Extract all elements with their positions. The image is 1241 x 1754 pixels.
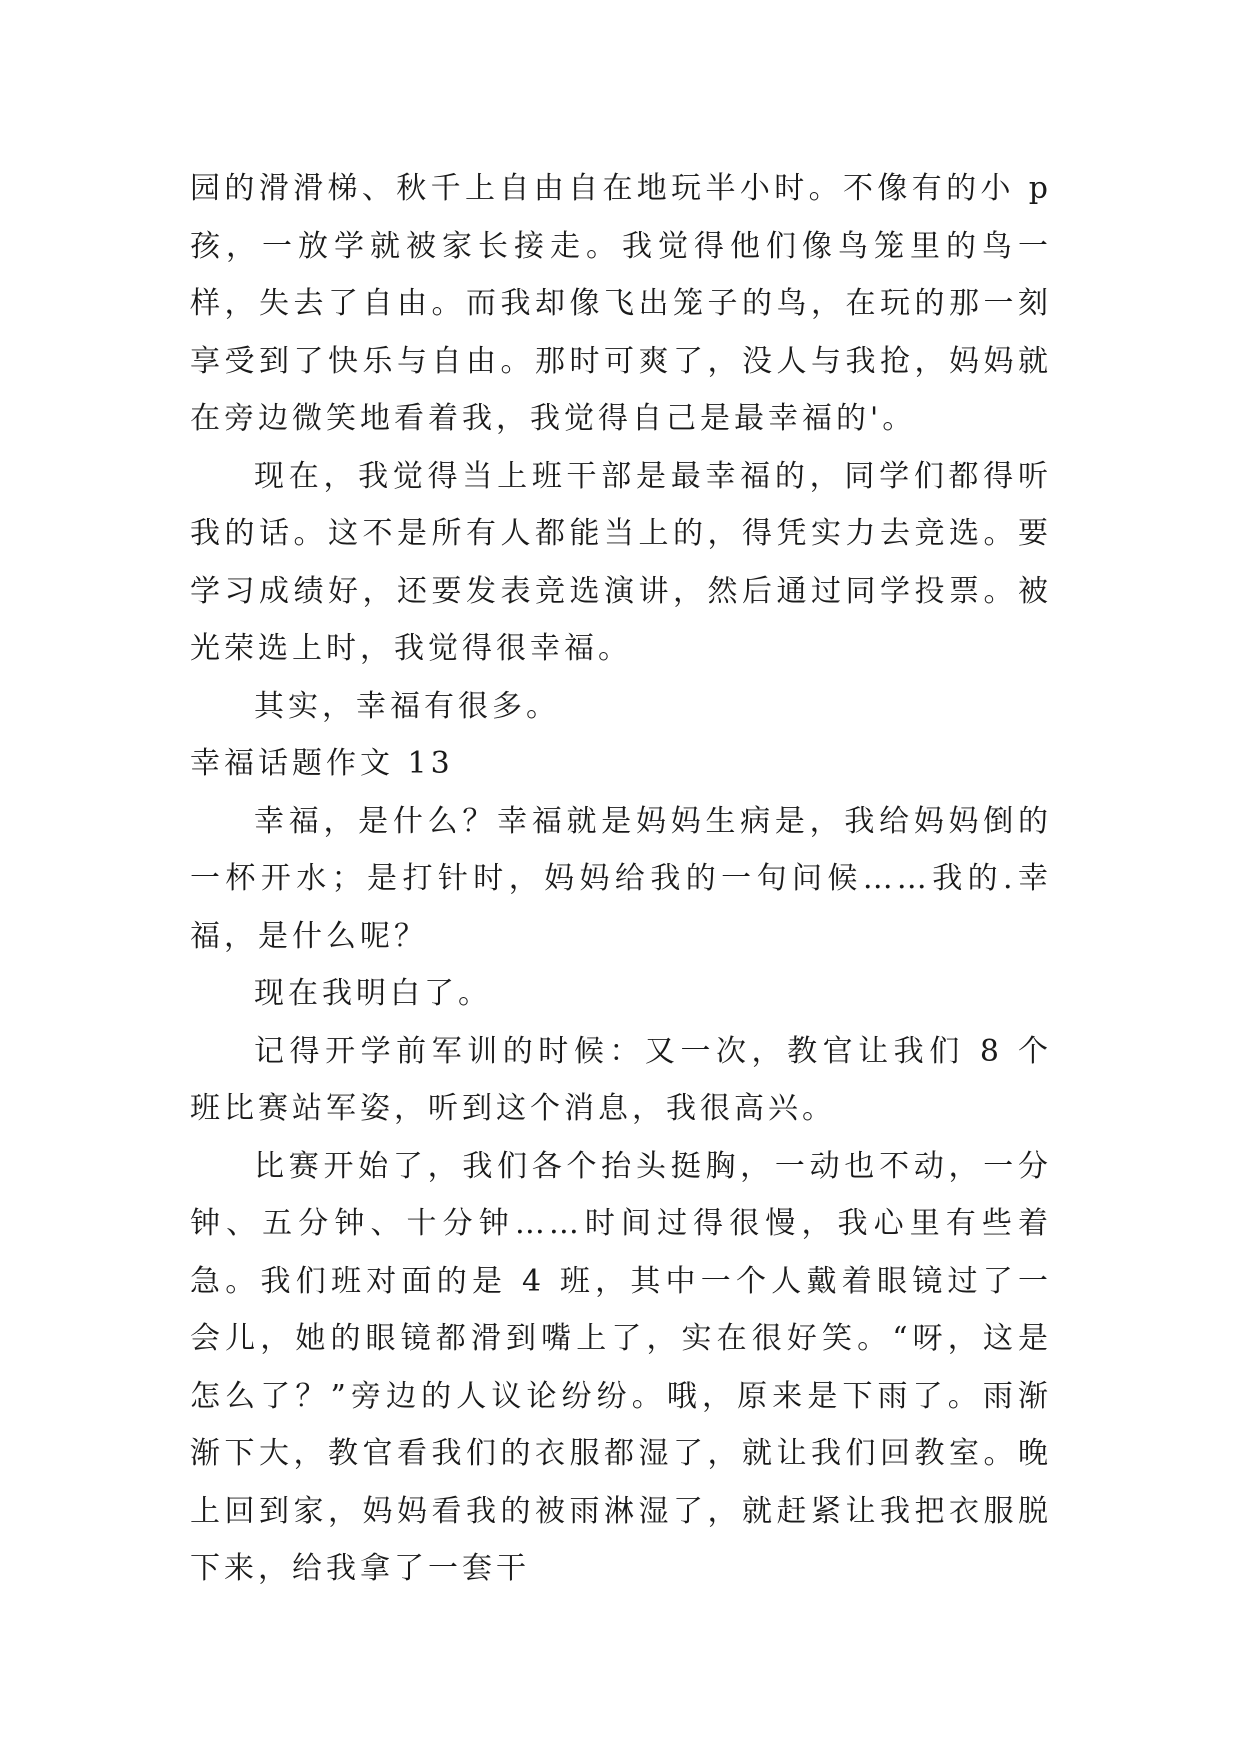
document-body (190, 160, 1052, 1598)
paragraph-military-training: 记得开学前军训的时候：又一次，教官让我们 8 个班比赛站军姿，听到这个消息，我很高兴。 (190, 1033, 1052, 1126)
paragraph-what-is-happiness: 幸福，是什么？幸福就是妈妈生病是，我给妈妈倒的一杯开水；是打针时，妈妈给我的一句问候……我的.幸福，是什么呢？ (190, 803, 1052, 954)
paragraph-competition: 比赛开始了，我们各个抬头挺胸，一动也不动，一分钟、五分钟、十分钟……时间过得很慢，我心里有些着急。我们班对面的是 4 班，其中一个人戴着眼镜过了一会儿，她的眼镜都滑到嘴上了，实在很好笑。“呀，这是怎么了？”旁边的人议论纷纷。哦，原来是下雨了。雨渐渐下大，教官看我们的衣服都湿了，就让我们回教室。晚上回到家，妈妈看我的被雨淋湿了，就赶紧让我把衣服脱下来，给我拿了一套干 (190, 1148, 1052, 1586)
paragraph-understood: 现在我明白了。 (254, 976, 492, 1011)
paragraph-class-cadre: 现在，我觉得当上班干部是最幸福的，同学们都得听我的话。这不是所有人都能当上的，得凭实力去竞选。要学习成绩好，还要发表竞选演讲，然后通过同学投票。被光荣选上时，我觉得很幸福。 (190, 458, 1052, 666)
paragraph-continuation: 园的滑滑梯、秋千上自由自在地玩半小时。不像有的小 p 孩，一放学就被家长接走。我觉得他们像鸟笼里的鸟一样，失去了自由。而我却像飞出笼子的鸟，在玩的那一刻享受到了快乐与自由。那时可爽了，没人与我抢，妈妈就在旁边微笑地看着我，我觉得自己是最幸福的'。 (190, 171, 1052, 436)
paragraph-happiness-many: 其实，幸福有很多。 (254, 688, 560, 724)
essay-title: 幸福话题作文 13 (190, 746, 454, 781)
